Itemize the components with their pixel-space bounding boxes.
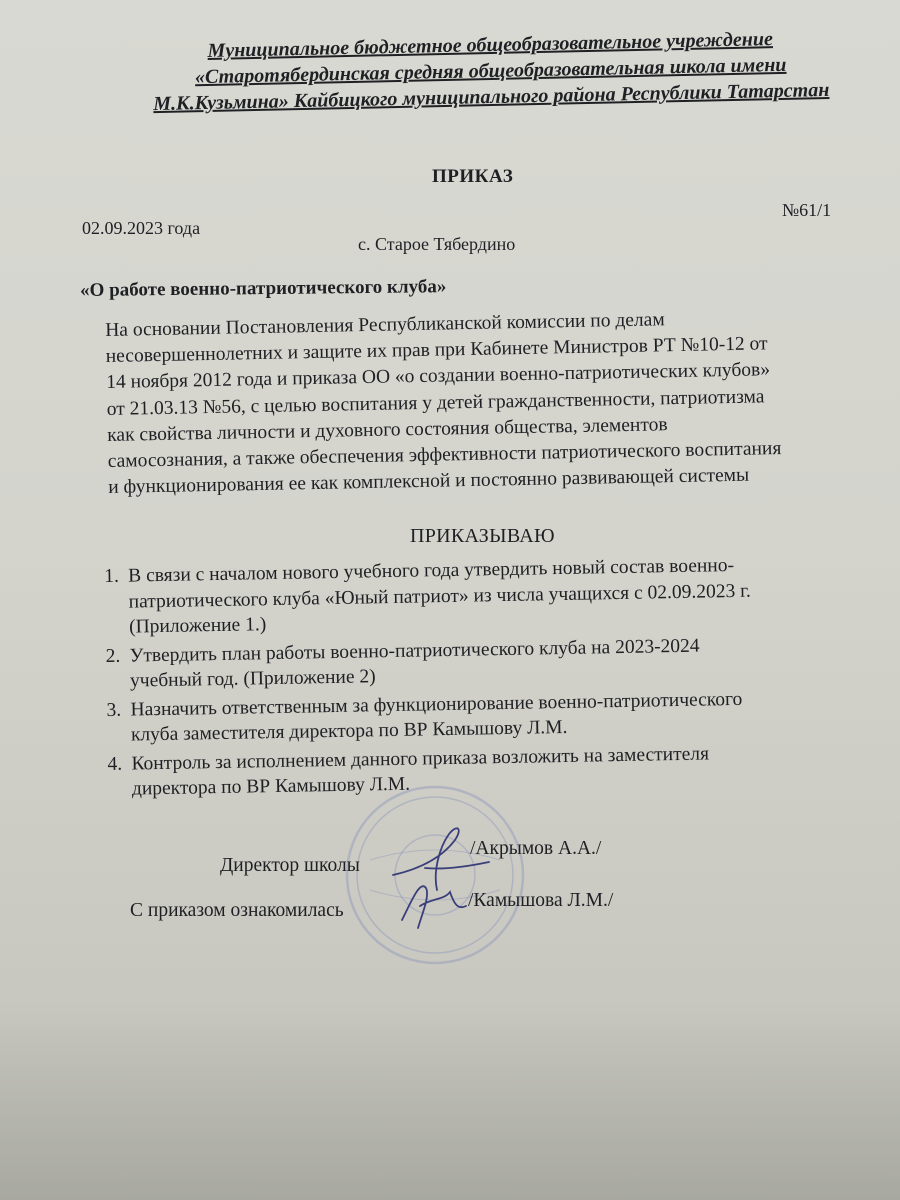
- order-item-number: 4.: [107, 753, 123, 775]
- order-item: [104, 550, 885, 640]
- page-shadow: [0, 1000, 900, 1200]
- order-item-line: учебный год. (Приложение 2): [129, 666, 376, 692]
- order-item-text: [130, 686, 743, 748]
- director-name: /Акрымов А.А./: [470, 838, 602, 859]
- order-place: с. Старое Тябердино: [358, 234, 516, 254]
- preamble-line: самосознания, а также обеспечения эффективности патриотического воспитания: [107, 438, 782, 472]
- header-line: М.К.Кузьмина» Кайбицкого муниципального района Республики Татарстан: [153, 78, 830, 116]
- order-item-line: Утвердить план работы военно-патриотического клуба на 2023-2024: [129, 635, 700, 667]
- preamble-line: На основании Постановления Республиканской комиссии по делам: [105, 309, 665, 341]
- preamble-line: как свойства личности и духовного состояния общества, элементов: [107, 414, 668, 446]
- acknowledgement-name: /Камышова Л.М./: [468, 890, 614, 911]
- order-date: 02.09.2023 года: [82, 218, 201, 238]
- preamble-line: от 21.03.13 №56, с целью воспитания у детей гражданственности, патриотизма: [106, 385, 765, 420]
- order-item-text: [129, 633, 700, 694]
- order-item-line: (Приложение 1.): [128, 614, 267, 638]
- order-subject: «О работе военно-патриотического клуба»: [80, 276, 447, 301]
- order-number: №61/1: [782, 200, 832, 220]
- order-heading: ПРИКАЗЫВАЮ: [410, 525, 555, 547]
- order-item: [105, 630, 886, 695]
- order-item-number: 3.: [106, 699, 122, 721]
- school-header: [110, 24, 871, 118]
- order-item-line: Назначить ответственным за функционирование военно-патриотического: [130, 688, 743, 721]
- order-item-line: Контроль за исполнением данного приказа возложить на заместителя: [131, 742, 710, 775]
- order-item-line: директора по ВР Камышову Л.М.: [131, 773, 411, 800]
- order-list: [104, 550, 888, 805]
- order-item-number: 2.: [105, 645, 121, 667]
- preamble-line: 14 ноября 2012 года и приказа ОО «о создании военно-патриотических клубов»: [106, 359, 771, 394]
- order-item-line: клуба заместителя директора по ВР Камышову Л.М.: [130, 716, 568, 746]
- preamble-line: и функционирования ее как комплексной и постоянно развивающей системы: [108, 464, 750, 499]
- order-item-text: [128, 553, 752, 640]
- order-item-number: 1.: [104, 565, 120, 587]
- order-item: [106, 684, 887, 749]
- acknowledgement-signature-icon: [392, 870, 472, 940]
- preamble-line: несовершеннолетних и защите их прав при Кабинете Министров РТ №10-12 от: [105, 333, 768, 368]
- header-line: Муниципальное бюджетное общеобразовательное учреждение: [207, 28, 774, 62]
- header-line: «Старотябердинская средняя общеобразовательная школа имени: [194, 53, 787, 89]
- director-label: Директор школы: [220, 855, 360, 876]
- acknowledgement-label: С приказом ознакомилась: [130, 900, 344, 921]
- document-title: ПРИКАЗ: [432, 166, 514, 187]
- order-item-line: патриотического клуба «Юный патриот» из числа учащихся с 02.09.2023 г.: [128, 580, 752, 613]
- preamble: [105, 303, 900, 502]
- order-item-line: В связи с началом нового учебного года утвердить новый состав военно-: [128, 555, 735, 587]
